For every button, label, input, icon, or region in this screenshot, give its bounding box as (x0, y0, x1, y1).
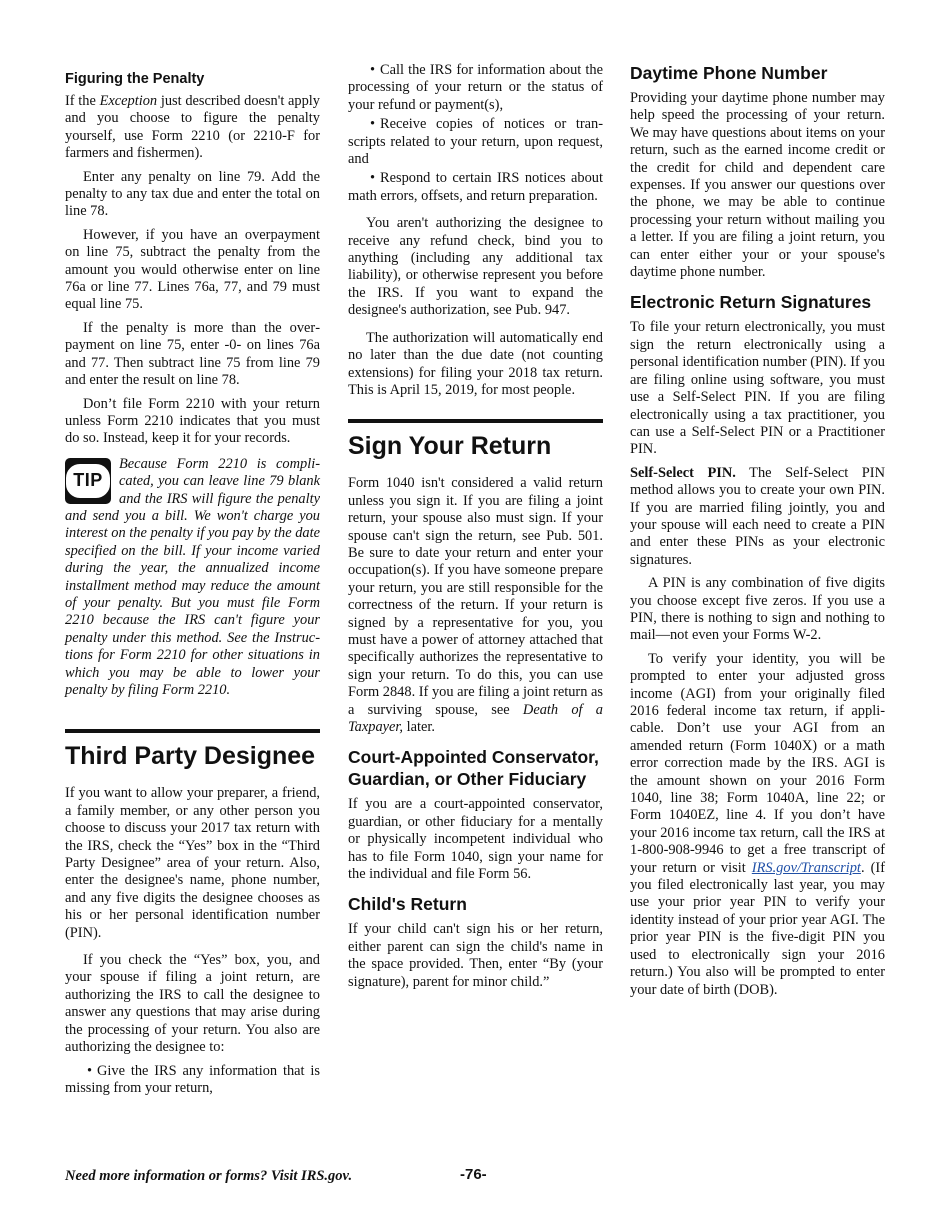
pin-definition-paragraph: A PIN is any combination of five digits you choose except five zeros. If you use a PIN, there is nothing to sign and nothing to mail—not even your Forms W-2. (630, 575, 885, 644)
self-select-pin-paragraph: Self-Select PIN. The Self-Select PIN method allows you to create your own PIN. If you are married filing jointly, you and your spouse will each need to create a PIN and enter these PINs as your electronic signatures. (630, 464, 885, 568)
figuring-paragraph-4: If the penalty is more than the overpayment on line 75, enter -0- on lines 76a and 77. Then subtract line 75 from line 79 and enter the result on line 78. (65, 319, 320, 389)
exception-emphasis: Exception (99, 93, 158, 109)
tip-icon (65, 458, 111, 504)
bullet-icon: • (370, 62, 376, 78)
column-2 (348, 62, 603, 997)
self-select-pin-lead: Self-Select PIN. (630, 464, 736, 481)
designee-bullet-4: • Respond to certain IRS notices about math errors, offsets, and return preparation. (348, 170, 603, 204)
daytime-phone-paragraph: Providing your daytime phone number may help speed the processing of your return. We may have questions about items on your return, such as the earned income credit or the credit for child and dependent care expenses. If you answer our questions over the phone, we may be able to continue processing your return without mailing you a letter. If you are filing a joint return, you can enter either your or your spouse's daytime phone number. (630, 90, 885, 281)
figuring-paragraph-2: Enter any penalty on line 79. Add the penalty to any tax due and enter the total on line 78. (65, 168, 320, 220)
daytime-phone-heading: Daytime Phone Number (630, 63, 828, 83)
death-of-taxpayer-reference: Death of a Taxpayer, (348, 701, 603, 735)
designee-bullet-1: • Give the IRS any information that is missing from your return, (65, 1062, 320, 1096)
electronic-signatures-paragraph: To file your return electronically, you must sign the return electronically using a personal identification number (PIN). If you are filing online using software, you must use a Self-Select PIN. If you are filing electronically using a tax practitioner, you can use a Self-Select PIN or a Practitioner PIN. (630, 319, 885, 458)
third-party-paragraph-2: If you check the “Yes” box, you, and your spouse if filing a joint return, are authorizing the IRS to call the designee to answer any questions that may arise during the processing of your return. You also are authorizing the designee to: (65, 952, 320, 1056)
page-number: -76- (460, 1166, 487, 1183)
designee-limits-paragraph: You aren't authorizing the designee to receive any refund check, bind you to anything (including any additional tax liability), or otherwise represent you before the IRS. If you want to expand the designee's authorization, see Pub. 947. (348, 215, 603, 319)
third-party-designee-heading: Third Party Designee (65, 729, 320, 771)
authorization-end-paragraph: The authorization will automatically end no later than the due date (not counting extensions) for filing your 2018 tax return. This is April 15, 2019, for most people. (348, 329, 603, 398)
verify-identity-paragraph: To verify your identity, you will be prompted to enter your adjusted gross income (AGI) from your originally filed 2016 federal income tax return, if applicable. Don’t use your AGI from an amended return (Form 1040X) or a math error correction made by the IRS. AGI is the amount shown on your 2016 Form 1040, line 38; Form 1040A, line 22; or Form 1040EZ, line 4. If you don’t have your 2016 income tax return, call the IRS at 1-800-908-9946 to get a free transcript of your return or visit IRS.gov/Transcript. (If you filed electronically last year, you may use your prior year PIN to verify your identity instead of your prior year AGI. The prior year PIN is the five-digit PIN you used to electronically sign your 2016 return.) You also will be prompted to enter your date of birth (DOB). (630, 650, 885, 998)
court-appointed-heading: Court-Appointed Conservator, Guardian, or Other Fiduciary (348, 747, 599, 790)
bullet-icon: • (370, 170, 376, 187)
figuring-paragraph-3: However, if you have an overpayment on line 75, subtract the penalty from the amount you would otherwise enter on line 76a or line 77. Lines 76a, 77, and 79 must equal line 75. (65, 226, 320, 313)
figuring-penalty-heading: Figuring the Penalty (65, 71, 205, 87)
figuring-paragraph-1: If the Exception just described doesn't apply and you choose to figure the penalty yourself, use Form 2210 (or 2210-F for farmers and fishermen). (65, 93, 320, 162)
tip-box (65, 456, 320, 700)
bullet-icon: • (370, 116, 376, 133)
figuring-paragraph-5: Don’t file Form 2210 with your return unless Form 2210 indicates that you must do so. Instead, keep it for your records. (65, 395, 320, 447)
tip-text: Because Form 2210 is complicated, you can leave line 79 blank and the IRS will figure the penalty and send you a bill. We won't charge you interest on the penalty if you pay by the date specified on the bill. If your income varied during the year, the annualized income installment method may reduce the amount of your penalty. But you must file Form 2210 because the IRS can't figure your penalty under this method. See the Instructions for Form 2210 for other situations in which you may be able to lower your penalty by filing Form 2210. (65, 455, 320, 698)
electronic-signatures-heading: Electronic Return Signatures (630, 292, 872, 313)
designee-bullet-2: • Call the IRS for information about the processing of your return or the status of your refund or payment(s), (348, 62, 603, 113)
designee-bullet-3: • Receive copies of notices or transcripts related to your return, upon request, and (348, 116, 603, 168)
irs-transcript-link[interactable]: IRS.gov/Transcript (751, 859, 861, 876)
sign-return-paragraph: Form 1040 isn't considered a valid return unless you sign it. If you are filing a joint return, your spouse also must sign. If your spouse can't sign the return, see Pub. 501. Be sure to date your return and enter your occupation(s). If you have someone prepare your return, you are still responsible for the correctness of the return. If your return is signed by a representative for you, you must have a power of attorney attached that specifically authorizes the representative to sign your return. To do this, you can use Form 2848. If you are filing a joint return as a surviving spouse, see Death of a Taxpayer, later. (348, 475, 603, 735)
column-1 (65, 62, 320, 1099)
court-appointed-paragraph: If you are a court-appointed conservator, guardian, or other fiduciary for a mentally or physically incompetent individual who has to file Form 1040, sign your name for the individual and file Form 56. (348, 796, 603, 883)
childs-return-heading: Child's Return (348, 894, 467, 915)
column-3 (630, 62, 885, 1005)
childs-return-paragraph: If your child can't sign his or her return, either parent can sign the child's name in the space provided. Then, enter “By (your signature), parent for minor child.” (348, 921, 603, 990)
third-party-paragraph-1: If you want to allow your preparer, a friend, a family member, or any other person you choose to discuss your 2017 tax return with the IRS, check the “Yes” box in the “Third Party Designee” area of your return. Also, enter the designee's name, phone number, and any five digits the designee chooses as his or her personal identification number (PIN). (65, 785, 320, 941)
sign-your-return-heading: Sign Your Return (348, 419, 603, 461)
footer-more-info: Need more information or forms? Visit IRS.gov. (65, 1168, 353, 1184)
bullet-icon: • (87, 1062, 93, 1079)
tip-label: TIP (73, 470, 103, 491)
